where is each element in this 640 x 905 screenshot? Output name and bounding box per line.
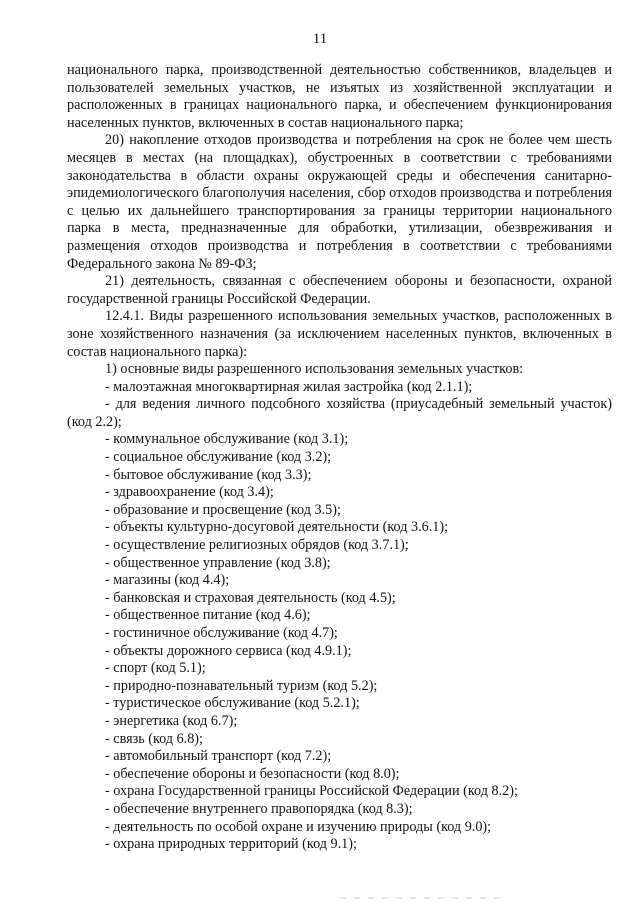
list-item: - охрана природных территорий (код 9.1);	[105, 836, 357, 853]
list-item: - энергетика (код 6.7);	[105, 712, 238, 729]
list-item: - гостиничное обслуживание (код 4.7);	[105, 625, 338, 641]
list-item: - туристическое обслуживание (код 5.2.1);	[105, 695, 360, 712]
list-item: - спорт (код 5.1);	[105, 660, 206, 677]
page-number: 11	[312, 31, 328, 47]
list-item: - банковская и страховая деятельность (код 4.5);	[105, 589, 396, 606]
paragraph-continuation: национального парка, производственной деятельностью собственников, владельцев и пользователей земельных участков, не изъятых из хозяйственной эксплуатации и расположенных в границах национального парка, и обеспечением функционирования населенных пунктов, включенных в состав национального парка;	[67, 62, 612, 131]
list-item: - объекты дорожного сервиса (код 4.9.1);	[105, 642, 352, 659]
list-item: - социальное обслуживание (код 3.2);	[105, 449, 332, 466]
list-item: - природно-познавательный туризм (код 5.2);	[105, 677, 378, 694]
scan-artifact	[340, 897, 500, 899]
list-item: - общественное питание (код 4.6);	[105, 607, 311, 624]
list-item: - бытовое обслуживание (код 3.3);	[105, 466, 312, 483]
list-item: - для ведения личного подсобного хозяйства (приусадебный земельный участок) (код 2.2);	[67, 396, 612, 430]
paragraph-item-20: 20) накопление отходов производства и потребления на срок не более чем шесть месяцев в местах (на площадках), обустроенных в соответствии с требованиями законодательства в области охраны окружающей среды и обеспечения санитарно-эпидемиологического благополучия населения, сбор отходов производства и потребления с целью их дальнейшего транспортирования за границы территории национального парка в места, предназначенные для обработки, утилизации, обезвреживания и размещения отходов производства и потребления в соответствии с требованиями Федерального закона № 89-ФЗ;	[67, 132, 612, 272]
list-item: - коммунальное обслуживание (код 3.1);	[105, 431, 349, 448]
list-item: - деятельность по особой охране и изучению природы (код 9.0);	[105, 818, 492, 835]
list-item: - обеспечение внутреннего правопорядка (код 8.3);	[105, 800, 413, 817]
usage-type-list	[67, 379, 612, 854]
list-item: - образование и просвещение (код 3.5);	[105, 501, 341, 518]
section-heading-12-4-1: 12.4.1. Виды разрешенного использования земельных участков, расположенных в зоне хозяйственного назначения (за исключением населенных пунктов, включенных в состав национального парка):	[67, 308, 612, 360]
list-item: - осуществление религиозных обрядов (код 3.7.1);	[105, 537, 409, 554]
document-body	[67, 62, 612, 854]
list-item: - магазины (код 4.4);	[105, 572, 230, 589]
subitem-main-usage-types: 1) основные виды разрешенного использования земельных участков:	[105, 361, 524, 378]
list-item: - охрана Государственной границы Российской Федерации (код 8.2);	[105, 783, 518, 800]
list-item: - автомобильный транспорт (код 7.2);	[105, 748, 332, 765]
list-item: - объекты культурно-досуговой деятельности (код 3.6.1);	[105, 519, 449, 536]
list-item: - здравоохранение (код 3.4);	[105, 484, 274, 501]
list-item: - малоэтажная многоквартирная жилая застройка (код 2.1.1);	[105, 378, 473, 395]
paragraph-item-21: 21) деятельность, связанная с обеспечением обороны и безопасности, охраной государственной границы Российской Федерации.	[67, 273, 612, 307]
list-item: - обеспечение обороны и безопасности (код 8.0);	[105, 765, 400, 782]
list-item: - связь (код 6.8);	[105, 730, 203, 747]
list-item: - общественное управление (код 3.8);	[105, 554, 331, 571]
